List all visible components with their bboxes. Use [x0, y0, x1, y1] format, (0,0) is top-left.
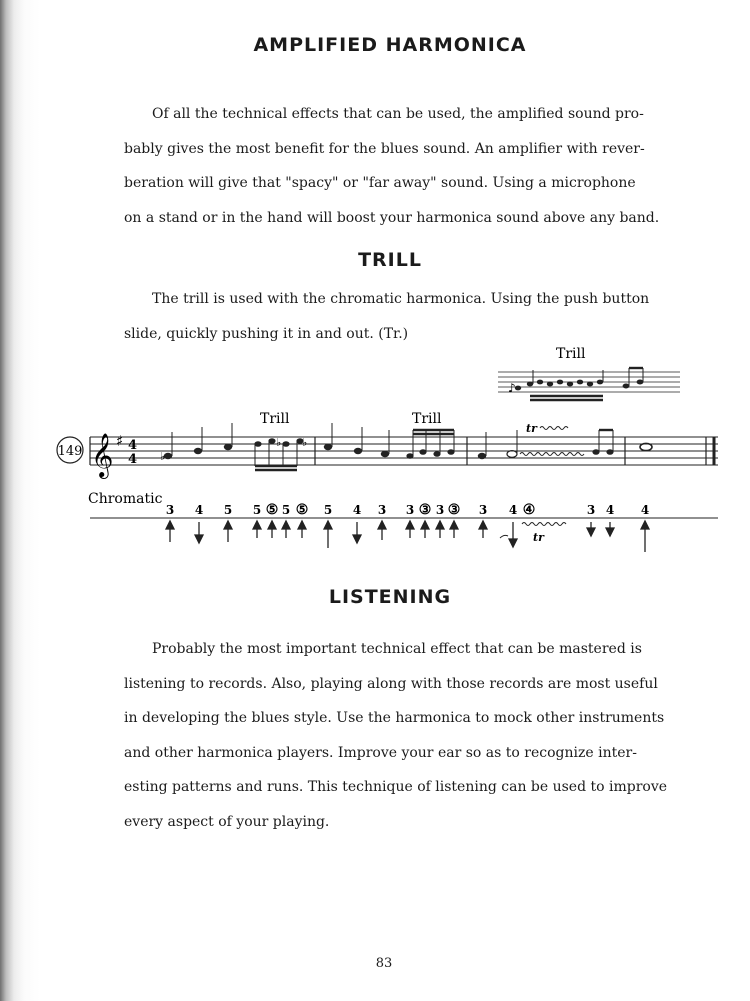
hole-number: 5 — [281, 503, 291, 517]
text-line: esting patterns and runs. This technique of listening can be used to improve — [124, 779, 668, 795]
trill-symbol: tr — [526, 422, 537, 435]
text-line: beration will give that "spacy" or "far away" sound. Using a microphone — [124, 175, 636, 191]
trill-illustration — [498, 346, 680, 400]
text-line: on a stand or in the hand will boost your harmonica sound above any band. — [124, 209, 660, 226]
page-number: 83 — [375, 956, 393, 971]
grace-slur — [500, 535, 508, 538]
whole-note — [640, 443, 652, 450]
text-line: listening to records. Also, playing along with those records are most useful — [124, 675, 658, 692]
time-signature-top: 4 — [128, 438, 138, 453]
trill-symbol: tr — [533, 531, 544, 544]
hole-number-circled: ⑤ — [295, 502, 309, 518]
hole-number: 3 — [586, 503, 596, 517]
trill-wavy-line — [520, 453, 584, 456]
chromatic-tab — [88, 491, 718, 552]
hole-number-circled: ④ — [522, 502, 536, 518]
hole-number: 4 — [508, 503, 518, 517]
example-number: 149 — [57, 444, 83, 459]
main-staff — [57, 411, 718, 479]
chromatic-label: Chromatic — [88, 491, 163, 507]
trill-label-1: Trill — [260, 411, 290, 427]
heading-listening: LISTENING — [328, 586, 452, 608]
hole-number: 4 — [194, 503, 204, 517]
hole-number: 3 — [165, 503, 175, 517]
hole-number: 4 — [605, 503, 615, 517]
hole-number: 3 — [405, 503, 415, 517]
heading-trill: TRILL — [358, 249, 422, 271]
hole-number: 3 — [435, 503, 445, 517]
grace-note-mark: ♪ — [508, 381, 516, 395]
time-signature-bottom: 4 — [128, 452, 138, 467]
hole-number-circled: ③ — [447, 502, 461, 518]
text-line: bably gives the most benefit for the blues sound. An amplifier with rever- — [124, 140, 645, 157]
key-signature-sharp: ♯ — [116, 432, 124, 450]
hole-number: 4 — [640, 503, 650, 517]
hole-number-circled: ③ — [418, 502, 432, 518]
hole-number: 5 — [223, 503, 233, 517]
text-line: slide, quickly pushing it in and out. (Tr.) — [124, 325, 409, 342]
flat-sign: ♭ — [276, 436, 282, 449]
text-line: in developing the blues style. Use the harmonica to mock other instruments — [124, 710, 665, 726]
trill-label-top: Trill — [556, 346, 586, 362]
text-line: Probably the most important technical effect that can be mastered is — [152, 641, 642, 657]
paragraph-listening — [124, 632, 694, 839]
flat-sign: ♭ — [302, 436, 308, 449]
hole-number: 4 — [352, 503, 362, 517]
trill-wavy-line — [540, 427, 568, 430]
text-line: The trill is used with the chromatic harmonica. Using the push button — [152, 291, 650, 307]
flat-sign: ♭ — [160, 450, 166, 463]
text-line: Of all the technical effects that can be used, the amplified sound pro- — [152, 106, 644, 122]
hole-number: 5 — [252, 503, 262, 517]
trill-wavy-line — [522, 523, 566, 526]
hole-number: 3 — [478, 503, 488, 517]
treble-clef-icon: 𝄞 — [91, 433, 114, 477]
hole-number: 3 — [377, 503, 387, 517]
hole-number: 5 — [323, 503, 333, 517]
text-line: every aspect of your playing. — [124, 813, 330, 830]
trill-label-2: Trill — [412, 411, 442, 427]
heading-amplified-harmonica: AMPLIFIED HARMONICA — [253, 34, 527, 56]
hole-number-circled: ⑤ — [265, 502, 279, 518]
text-line: and other harmonica players. Improve your ear so as to recognize inter- — [124, 744, 637, 761]
